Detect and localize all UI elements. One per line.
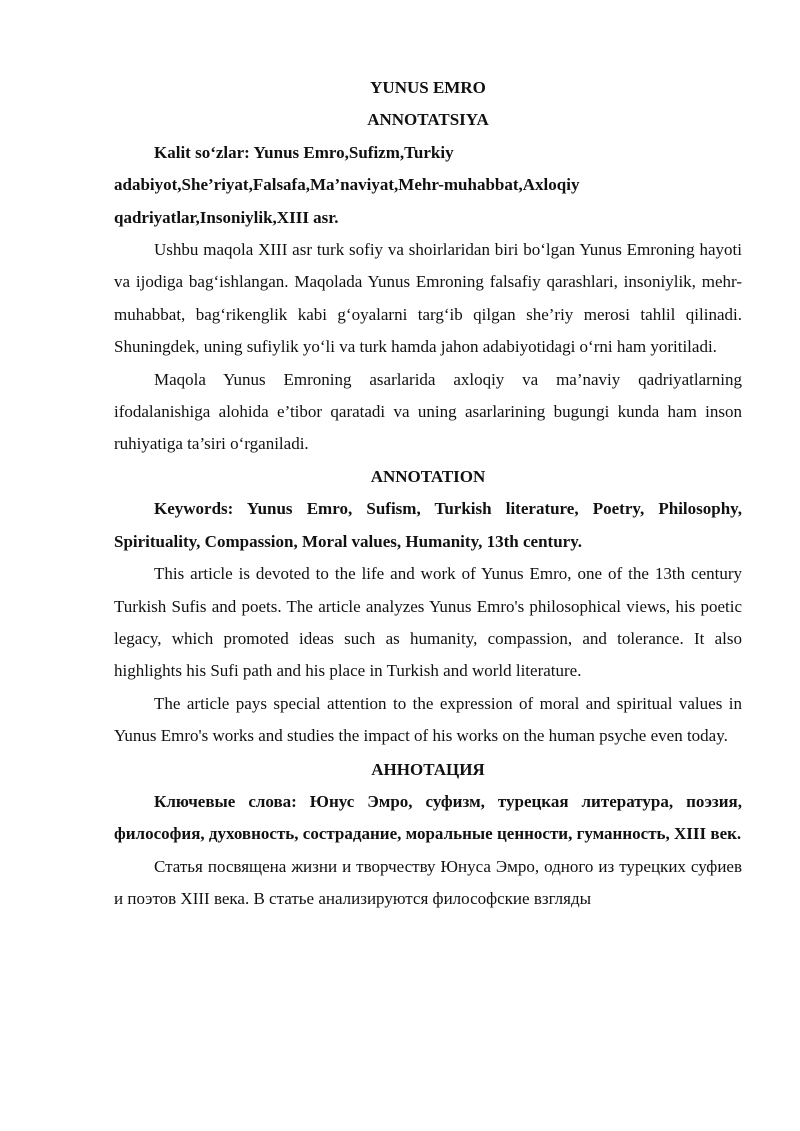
en-annotation-heading: ANNOTATION (370, 466, 486, 486)
document-page (114, 72, 742, 916)
uz-keywords: Kalit so‘zlar: Yunus Emro,Sufizm,Turkiy adabiyot,She’riyat,Falsafa,Ma’naviyat,Mehr-muhabbat,Axloqiy qadriyatlar,Insoniylik,XIII asr. (114, 142, 580, 227)
document-title: YUNUS EMRO (370, 78, 486, 97)
ru-keywords: Ключевые слова: Юнус Эмро, суфизм, турецкая литература, поэзия, философия, духовность, сострадание, моральные ценности, гуманность, XIII век. (114, 791, 742, 844)
en-keywords: Keywords: Yunus Emro, Sufism, Turkish literature, Poetry, Philosophy, Spirituality, Compassion, Moral values, Humanity, 13th century. (114, 499, 742, 551)
uz-paragraph-2: Maqola Yunus Emroning asarlarida axloqiy va ma’naviy qadriyatlarning ifodalanishiga alohida e’tibor qaratadi va uning asarlarining bugungi kunda ham inson ruhiyatiga ta’siri o‘rganiladi. (114, 369, 742, 454)
uz-annotation-heading: ANNOTATSIYA (367, 110, 489, 130)
en-paragraph-2: The article pays special attention to the expression of moral and spiritual values in Yunus Emro's works and studies the impact of his works on the human psyche even today. (114, 693, 742, 746)
uz-paragraph-1: Ushbu maqola XIII asr turk sofiy va shoirlaridan biri bo‘lgan Yunus Emroning hayoti va ijodiga bag‘ishlangan. Maqolada Yunus Emroning falsafiy qarashlari, insoniylik, mehr-muhabbat, bag‘rikenglik kabi g‘oyalarni targ‘ib qilgan she’riy merosi tahlil qilinadi. Shuningdek, uning sufiylik yo‘li va turk hamda jahon adabiyotidagi o‘rni ham yoritiladi. (114, 240, 742, 357)
ru-annotation-heading: АННОТАЦИЯ (371, 759, 485, 779)
ru-paragraph-1: Статья посвящена жизни и творчеству Юнуса Эмро, одного из турецких суфиев и поэтов XIII века. В статье анализируются философские взгляды (114, 856, 742, 909)
en-paragraph-1: This article is devoted to the life and work of Yunus Emro, one of the 13th century Turkish Sufis and poets. The article analyzes Yunus Emro's philosophical views, his poetic legacy, which promoted ideas such as humanity, compassion, and tolerance. It also highlights his Sufi path and his place in Turkish and world literature. (114, 564, 742, 681)
